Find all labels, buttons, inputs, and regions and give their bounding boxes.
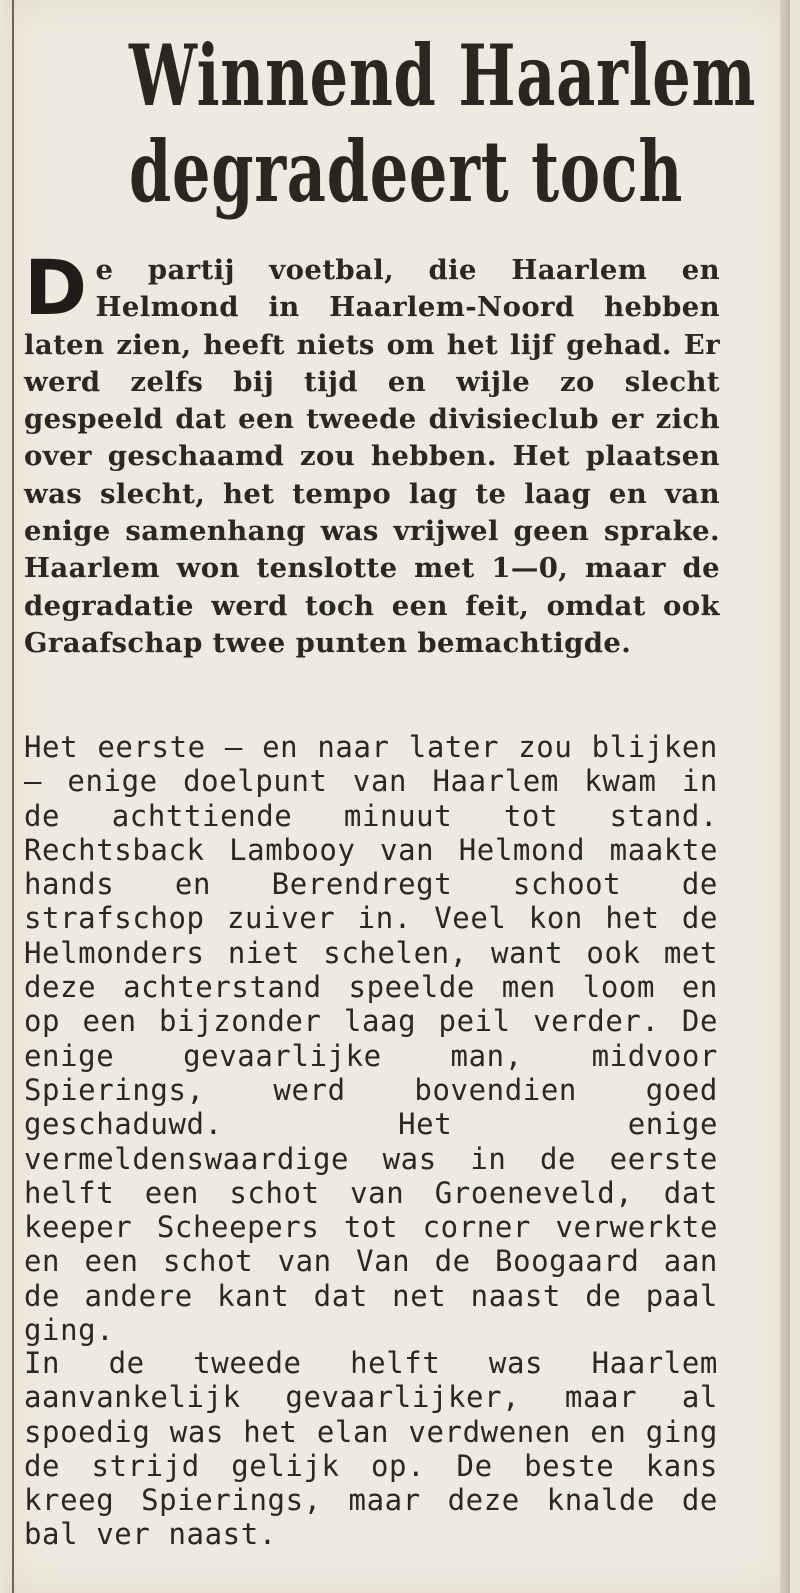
headline-line-1: Winnend Haarlem bbox=[129, 26, 757, 125]
lead-paragraph bbox=[24, 243, 720, 662]
paragraph-text: In de tweede helft was Haarlem aanvankelijk gevaarlijker, maar al spoedig was het elan verdwenen en ging de strijd gelijk op. De beste kans kreeg Spierings, maar deze knalde de bal ver naast. bbox=[24, 1346, 718, 1552]
newspaper-clipping bbox=[4, 0, 790, 1593]
column-rule bbox=[12, 0, 14, 1593]
drop-cap: D bbox=[24, 243, 88, 332]
paper-edge bbox=[780, 0, 790, 1593]
body-paragraph-3 bbox=[24, 1346, 718, 1552]
paragraph-text: Het eerste — en naar later zou blijken — enige doelpunt van Haarlem kwam in de achttiende minuut tot stand. Rechtsback Lambooy van Helmond maakte hands en Berendregt schoot de strafschop zuiver in. Veel kon het de Helmonders niet schelen, want ook met deze achterstand speelde men loom en op een bijzonder laag peil verder. De enige gevaarlijke man, midvoor Spierings, werd bovendien goed geschaduwd. Het enige vermeldenswaardige was in de eerste helft een schot van Groeneveld, dat keeper Scheepers tot corner verwerkte en een schot van Van de Boogaard aan de andere kant dat net naast de paal ging. bbox=[24, 730, 718, 1348]
body-paragraph-2 bbox=[24, 730, 718, 1347]
lead-text: e partij voetbal, die Haarlem en Helmond in Haarlem-Noord hebben laten zien, heeft niets om het lijf gehad. Er werd zelfs bij tijd en wijle zo slecht gespeeld dat een tweede divisieclub er zich over geschaamd zou hebben. Het plaatsen was slecht, het tempo lag te laag en van enige samenhang was vrijwel geen sprake. Haarlem won tenslotte met 1—0, maar de degradatie werd toch een feit, omdat ook Graafschap twee punten bemachtigde. bbox=[24, 254, 720, 659]
headline-line-2: degradeert toch bbox=[129, 122, 684, 221]
